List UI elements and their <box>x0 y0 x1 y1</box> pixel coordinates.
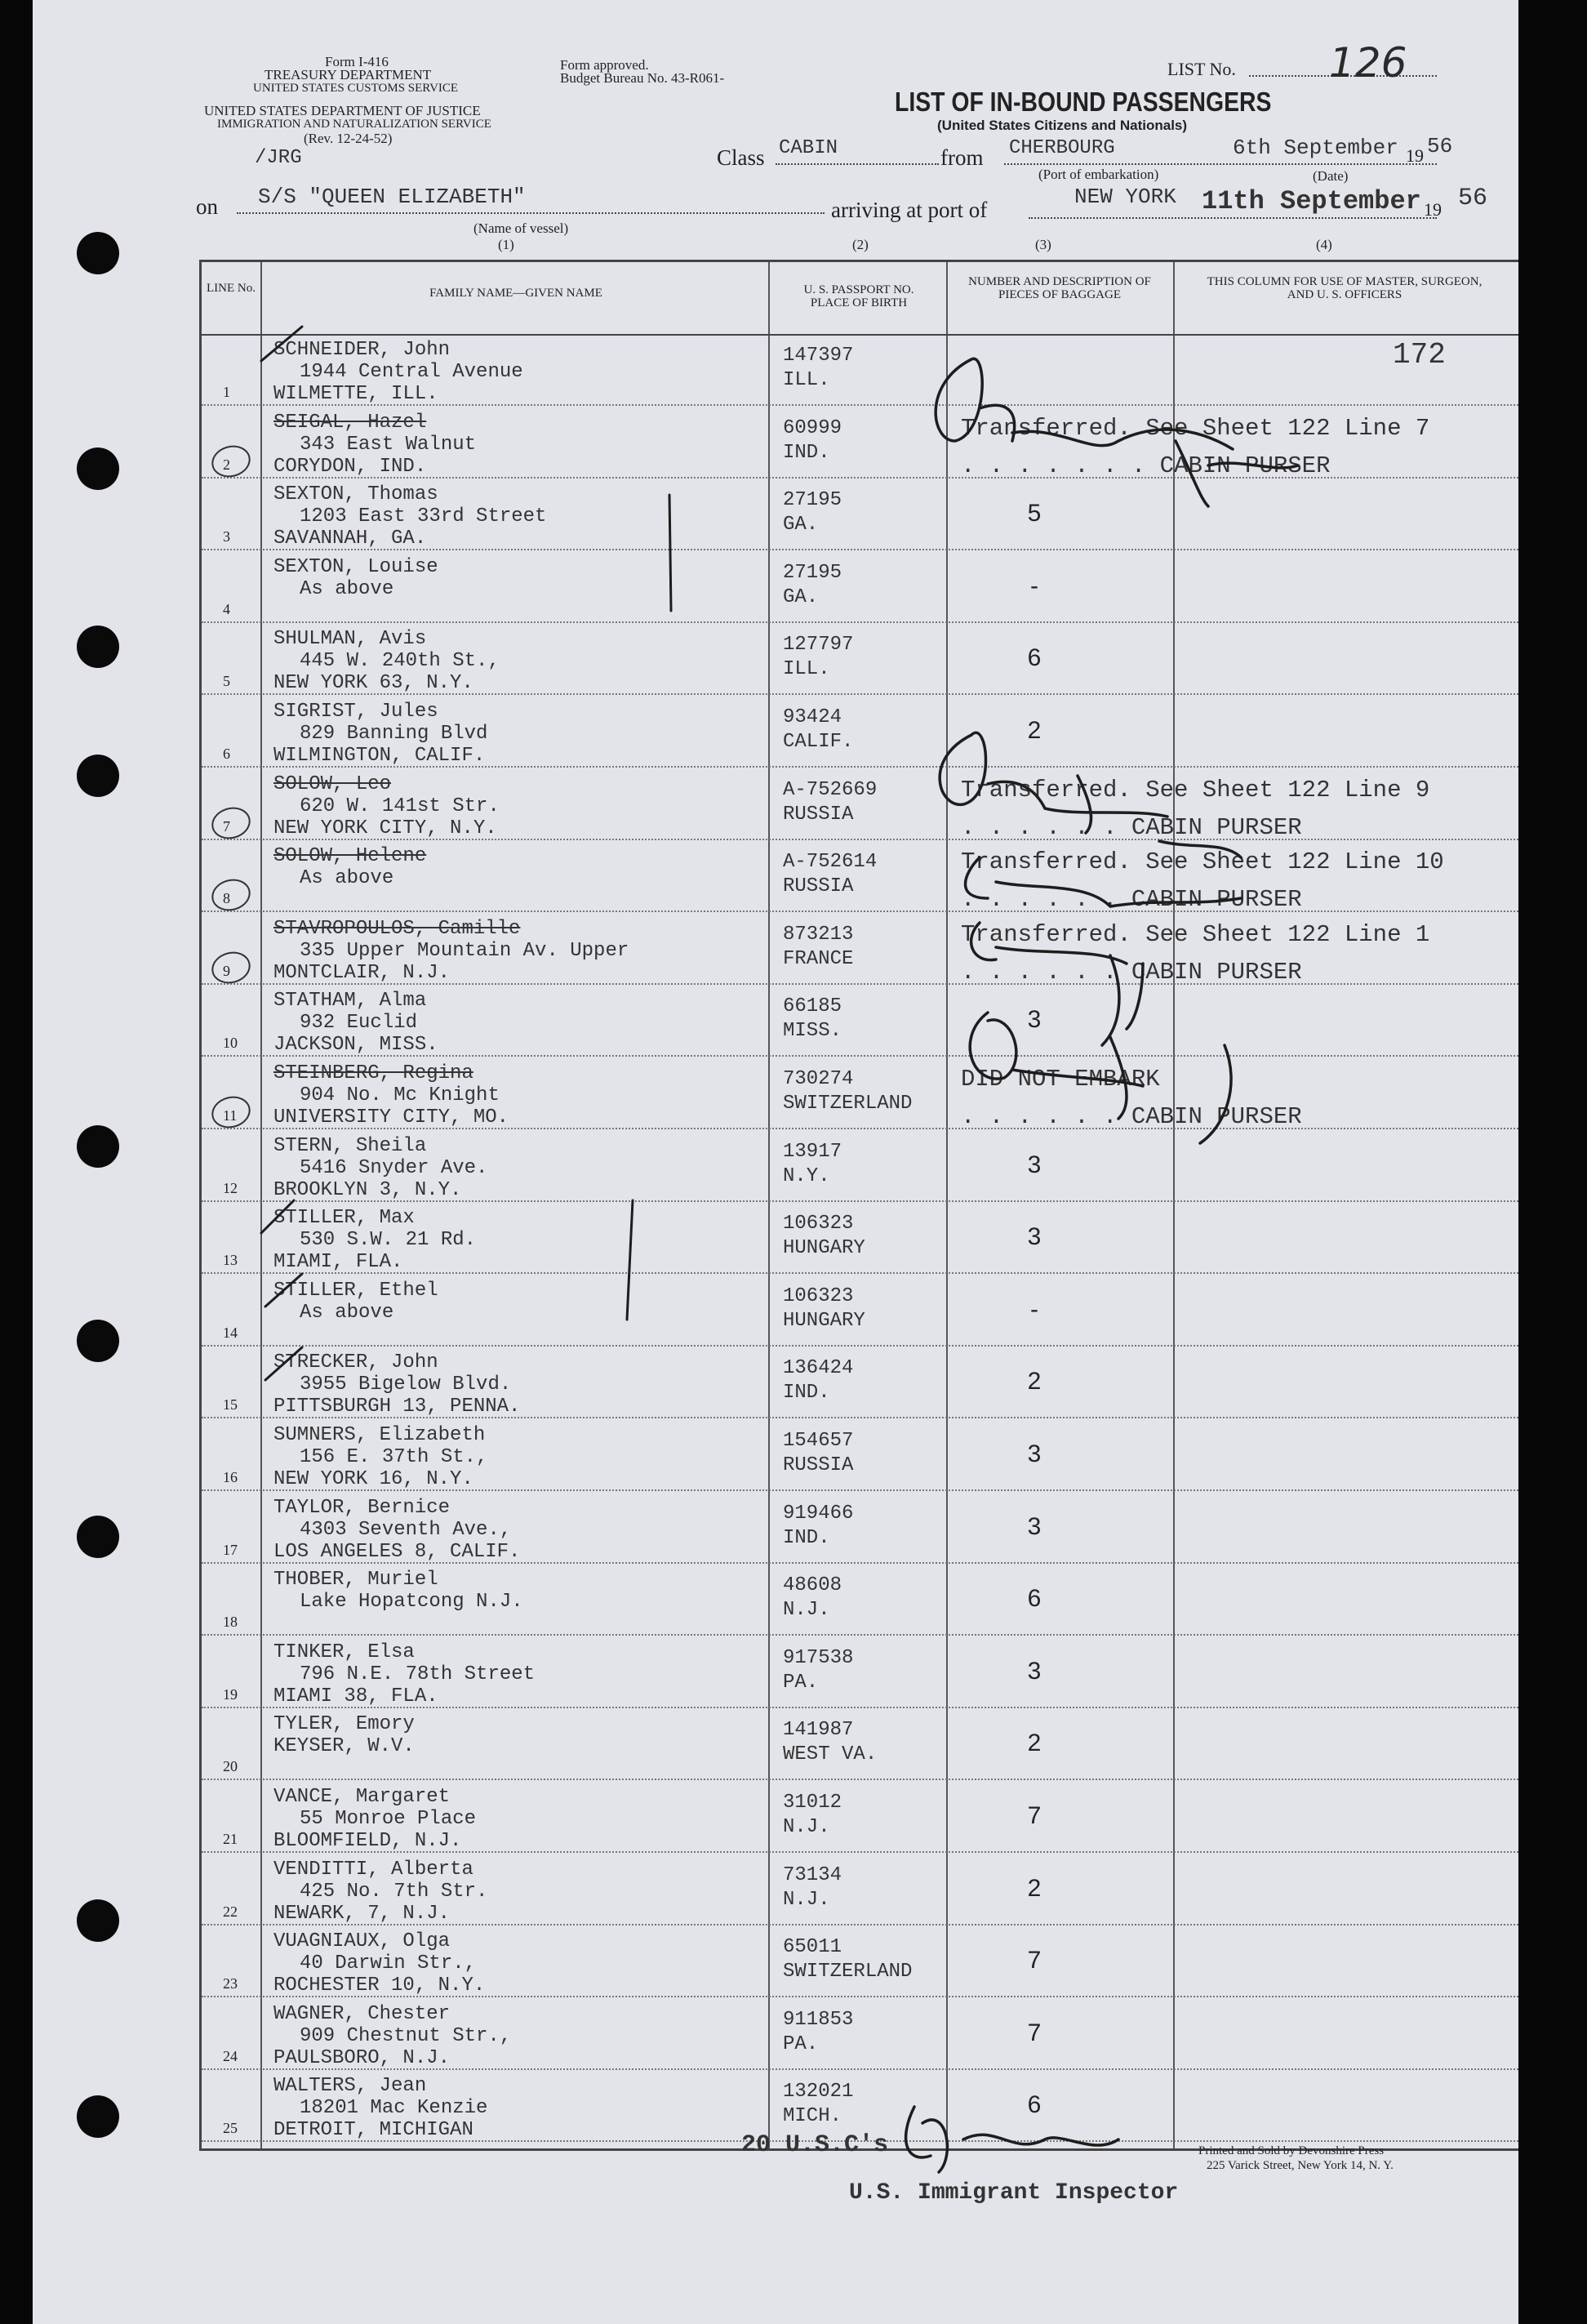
line-number: 12 <box>223 1179 238 1196</box>
line-number: 18 <box>223 1614 238 1631</box>
passenger-name: TYLER, Emory <box>273 1713 415 1736</box>
address-line-1: 425 No. 7th Str. <box>300 1880 488 1903</box>
baggage-count: 3 <box>1027 1512 1042 1540</box>
header-baggage: NUMBER AND DESCRIPTION OF PIECES OF BAGGAGE <box>968 275 1151 301</box>
remark-line-1: DID NOT EMBARK <box>961 1066 1160 1093</box>
address-line-2: ROCHESTER 10, N.Y. <box>273 1975 486 1997</box>
tally-mark <box>627 1200 633 1320</box>
page-stamp-number: 172 <box>1393 338 1446 372</box>
address-line-1: 1203 East 33rd Street <box>300 505 547 528</box>
address-line-2: JACKSON, MISS. <box>273 1034 438 1057</box>
address-line-2: NEWARK, 7, N.J. <box>273 1902 451 1925</box>
line-number: 8 <box>223 890 230 907</box>
passport-number: A-752669 <box>783 778 878 801</box>
address-line-2: SAVANNAH, GA. <box>273 528 427 550</box>
purser-signature <box>966 857 1242 906</box>
address-line-1: 1944 Central Avenue <box>300 361 523 383</box>
line-number: 16 <box>223 1469 238 1485</box>
remark-line-2: . . . . . . CABIN PURSER <box>961 958 1302 986</box>
baggage-count: 7 <box>1027 2019 1042 2046</box>
line-number: 11 <box>223 1107 238 1124</box>
passenger-name: SCHNEIDER, John <box>273 339 451 361</box>
depart-year: 56 <box>1427 134 1453 158</box>
address-line-1: 5416 Snyder Ave. <box>300 1156 488 1179</box>
address-line-1: 343 East Walnut <box>300 433 477 456</box>
place-of-birth: HUNGARY <box>783 1237 865 1260</box>
customs-service: UNITED STATES CUSTOMS SERVICE <box>253 82 459 95</box>
address-line-2: NEW YORK CITY, N.Y. <box>273 817 497 839</box>
baggage-count: 7 <box>1027 1802 1042 1829</box>
vessel-caption: (Name of vessel) <box>473 220 569 236</box>
baggage-count: 6 <box>1027 644 1042 672</box>
passport-number: 919466 <box>783 1502 854 1525</box>
place-of-birth: SWITZERLAND <box>783 1961 913 1983</box>
address-line-1: 904 No. Mc Knight <box>300 1084 500 1106</box>
purser-signature <box>971 923 1143 1045</box>
passport-number: 136424 <box>783 1357 854 1380</box>
justice-department: UNITED STATES DEPARTMENT OF JUSTICE <box>204 103 481 118</box>
date-caption: (Date) <box>1313 168 1349 184</box>
baggage-count: 6 <box>1027 1585 1042 1613</box>
place-of-birth: PA. <box>783 1671 819 1694</box>
port-embark-caption: (Port of embarkation) <box>1038 167 1159 182</box>
form-revision: (Rev. 12-24-52) <box>304 131 393 146</box>
arrival-year-prefix: 19 <box>1424 199 1442 220</box>
purser-signature <box>936 358 1233 506</box>
col-num-2: (2) <box>852 237 869 252</box>
address-line-1: As above <box>300 867 394 890</box>
line-number: 5 <box>223 673 230 690</box>
address-line-1: 909 Chestnut Str., <box>300 2024 512 2047</box>
from-label: from <box>940 145 984 170</box>
passport-number: 132021 <box>783 2081 854 2104</box>
baggage-count: 3 <box>1027 1223 1042 1251</box>
baggage-count: 7 <box>1027 1947 1042 1975</box>
address-line-2: CORYDON, IND. <box>273 455 427 478</box>
passenger-name: TINKER, Elsa <box>273 1641 415 1663</box>
arrival-date: 11th September <box>1202 186 1421 216</box>
passport-number: 147397 <box>783 345 854 367</box>
baggage-count: - <box>1030 1295 1038 1323</box>
passenger-name: STILLER, Max <box>273 1207 415 1230</box>
passport-number: 127797 <box>783 634 854 657</box>
depart-year-prefix: 19 <box>1406 145 1424 166</box>
passenger-manifest-page <box>33 0 1518 2324</box>
place-of-birth: IND. <box>783 1526 830 1549</box>
address-line-1: 335 Upper Mountain Av. Upper <box>300 939 629 962</box>
passenger-name: VANCE, Margaret <box>273 1786 451 1808</box>
line-number: 9 <box>223 962 230 979</box>
address-line-1: 620 W. 141st Str. <box>300 795 500 817</box>
inspector-caption: U.S. Immigrant Inspector <box>849 2180 1179 2206</box>
passport-number: 13917 <box>783 1140 842 1163</box>
address-line-1: 445 W. 240th St., <box>300 650 500 673</box>
remark-line-1: Transferred. See Sheet 122 Line 9 <box>961 776 1430 804</box>
passport-number: 873213 <box>783 923 854 946</box>
place-of-birth: WEST VA. <box>783 1743 878 1766</box>
place-of-birth: RUSSIA <box>783 875 854 898</box>
baggage-count: 2 <box>1027 717 1042 744</box>
address-line-2: MIAMI, FLA. <box>273 1251 403 1274</box>
address-line-2: LOS ANGELES 8, CALIF. <box>273 1540 521 1563</box>
place-of-birth: N.J. <box>783 1816 830 1838</box>
check-mark <box>265 1347 302 1380</box>
address-line-1: 932 Euclid <box>300 1012 418 1035</box>
line-number: 15 <box>223 1396 238 1414</box>
line-number: 3 <box>223 528 230 545</box>
place-of-birth: IND. <box>783 441 830 464</box>
list-number-handwritten: 126 <box>1329 39 1407 87</box>
address-line-2: KEYSER, W.V. <box>273 1735 415 1758</box>
address-line-1: 18201 Mac Kenzie <box>300 2097 488 2120</box>
place-of-birth: RUSSIA <box>783 1454 854 1476</box>
address-line-1: 55 Monroe Place <box>300 1808 477 1830</box>
check-mark <box>265 1274 302 1307</box>
baggage-count: 3 <box>1027 1006 1042 1034</box>
address-line-2: NEW YORK 16, N.Y. <box>273 1468 473 1490</box>
address-line-1: 796 N.E. 78th Street <box>300 1663 536 1685</box>
baggage-count: 2 <box>1027 1730 1042 1757</box>
place-of-birth: RUSSIA <box>783 803 854 826</box>
check-mark <box>261 327 302 361</box>
passport-number: 48608 <box>783 1574 842 1597</box>
header-line-no: LINE No. <box>207 282 256 295</box>
baggage-count: - <box>1030 572 1038 599</box>
form-number: Form I-416 <box>325 54 389 69</box>
treasury-department: TREASURY DEPARTMENT <box>264 67 432 82</box>
line-number: 21 <box>223 1831 238 1847</box>
check-mark <box>261 1200 294 1233</box>
line-number: 2 <box>223 456 230 473</box>
header-name: FAMILY NAME—GIVEN NAME <box>429 287 602 300</box>
remark-line-2: . . . . . . CABIN PURSER <box>961 813 1302 841</box>
passenger-name: SEXTON, Thomas <box>273 483 438 506</box>
line-number: 14 <box>223 1324 238 1341</box>
passenger-name: STERN, Sheila <box>273 1134 427 1157</box>
address-line-2: DETROIT, MICHIGAN <box>273 2119 473 2142</box>
remark-line-1: Transferred. See Sheet 122 Line 10 <box>961 848 1444 876</box>
place-of-birth: N.J. <box>783 1599 830 1622</box>
passenger-name: THOBER, Muriel <box>273 1569 438 1592</box>
remark-line-2: . . . . . . CABIN PURSER <box>961 886 1302 914</box>
address-line-1: 3955 Bigelow Blvd. <box>300 1373 512 1396</box>
remark-line-2: . . . . . . CABIN PURSER <box>961 1103 1302 1130</box>
passport-number: 65011 <box>783 1936 842 1959</box>
passenger-name: SEIGAL, Hazel <box>273 411 427 434</box>
address-line-2: WILMINGTON, CALIF. <box>273 745 486 767</box>
line-number: 1 <box>223 384 230 400</box>
passenger-name: STRECKER, John <box>273 1351 438 1374</box>
baggage-count: 2 <box>1027 1874 1042 1902</box>
passport-number: 730274 <box>783 1068 854 1090</box>
address-line-1: 40 Darwin Str., <box>300 1952 477 1975</box>
citizen-count: 20 U.S.C's <box>741 2131 889 2159</box>
col-num-4: (4) <box>1316 237 1332 252</box>
address-line-2: MONTCLAIR, N.J. <box>273 961 451 984</box>
place-of-birth: PA. <box>783 2032 819 2055</box>
place-of-birth: GA. <box>783 585 819 608</box>
place-of-birth: N.J. <box>783 1888 830 1911</box>
form-approved: Form approved. <box>560 57 649 73</box>
document-title: LIST OF IN-BOUND PASSENGERS <box>895 87 1272 117</box>
header-passport: U. S. PASSPORT NO. PLACE OF BIRTH <box>803 283 914 309</box>
passport-number: 911853 <box>783 2008 854 2031</box>
header-officers: THIS COLUMN FOR USE OF MASTER, SURGEON, AND U. S. OFFICERS <box>1207 275 1483 301</box>
place-of-birth: FRANCE <box>783 947 854 970</box>
tally-mark <box>669 495 671 611</box>
passenger-name: STILLER, Ethel <box>273 1279 438 1302</box>
passenger-name: WAGNER, Chester <box>273 2002 451 2025</box>
printer-line-1: Printed and Sold by Devonshire Press <box>1198 2144 1385 2157</box>
passenger-name: STAVROPOULOS, Camille <box>273 917 521 940</box>
line-number: 13 <box>223 1252 238 1269</box>
col-num-3: (3) <box>1035 237 1051 252</box>
arriving-label: arriving at port of <box>831 198 988 222</box>
line-number: 22 <box>223 1903 238 1920</box>
budget-bureau: Budget Bureau No. 43-R061- <box>560 70 725 86</box>
passenger-name: SUMNERS, Elizabeth <box>273 1424 486 1446</box>
arrival-port: NEW YORK <box>1074 185 1176 209</box>
passport-number: 141987 <box>783 1719 854 1742</box>
vessel-name: S/S "QUEEN ELIZABETH" <box>258 185 526 209</box>
purser-signature <box>940 732 1241 857</box>
handwritten-marks <box>33 0 1518 2324</box>
strike-line <box>1208 463 1298 468</box>
class-value: CABIN <box>779 137 838 159</box>
address-line-1: 829 Banning Blvd <box>300 723 488 745</box>
remark-line-1: Transferred. See Sheet 122 Line 7 <box>961 414 1430 442</box>
depart-date: 6th September <box>1233 136 1398 160</box>
place-of-birth: MISS. <box>783 1020 842 1043</box>
line-number: 19 <box>223 1685 238 1703</box>
address-line-2: BLOOMFIELD, N.J. <box>273 1830 462 1852</box>
passenger-name: SEXTON, Louise <box>273 555 438 578</box>
passport-number: 106323 <box>783 1213 854 1235</box>
passport-number: 73134 <box>783 1863 842 1886</box>
line-number: 10 <box>223 1035 238 1052</box>
address-line-1: As above <box>300 577 394 600</box>
port-embark: CHERBOURG <box>1009 137 1115 159</box>
address-line-2: BROOKLYN 3, N.Y. <box>273 1178 462 1201</box>
place-of-birth: ILL. <box>783 369 830 391</box>
address-line-2: NEW YORK 63, N.Y. <box>273 672 473 695</box>
place-of-birth: MICH. <box>783 2105 842 2128</box>
line-number: 4 <box>223 600 230 617</box>
address-line-2: PAULSBORO, N.J. <box>273 2046 451 2069</box>
baggage-count: 3 <box>1027 1151 1042 1178</box>
passenger-name: STATHAM, Alma <box>273 990 427 1013</box>
passport-number: 154657 <box>783 1430 854 1452</box>
passport-number: 66185 <box>783 995 842 1018</box>
place-of-birth: CALIF. <box>783 731 854 753</box>
line-number: 17 <box>223 1541 238 1558</box>
remark-line-1: Transferred. See Sheet 122 Line 1 <box>961 920 1430 948</box>
purser-signature <box>970 1013 1231 1143</box>
passport-number: 93424 <box>783 706 842 728</box>
baggage-count: 3 <box>1027 1657 1042 1685</box>
address-line-1: Lake Hopatcong N.J. <box>300 1591 523 1614</box>
passenger-name: SOLOW, Helene <box>273 845 427 868</box>
inspector-signature <box>906 2107 1118 2172</box>
address-line-2: UNIVERSITY CITY, MO. <box>273 1106 509 1129</box>
line-number: 6 <box>223 746 230 762</box>
arrival-year: 56 <box>1458 185 1488 212</box>
address-line-2: WILMETTE, ILL. <box>273 383 438 405</box>
place-of-birth: N.Y. <box>783 1164 830 1187</box>
passenger-name: TAYLOR, Bernice <box>273 1496 451 1519</box>
baggage-count: 6 <box>1027 2091 1042 2119</box>
passenger-name: STEINBERG, Regina <box>273 1062 473 1084</box>
remark-line-2: . . . . . . . CABIN PURSER <box>961 452 1331 479</box>
passport-number: 60999 <box>783 416 842 439</box>
baggage-count: 5 <box>1027 500 1042 528</box>
passport-number: 27195 <box>783 561 842 584</box>
document-subtitle: (United States Citizens and Nationals) <box>937 118 1188 133</box>
passport-number: 27195 <box>783 489 842 512</box>
on-label: on <box>196 194 218 219</box>
clerk-initials: /JRG <box>255 147 302 169</box>
passenger-name: SIGRIST, Jules <box>273 701 438 723</box>
line-number: 25 <box>223 2120 238 2137</box>
passenger-name: WALTERS, Jean <box>273 2075 427 2098</box>
baggage-count: 2 <box>1027 1368 1042 1396</box>
passenger-name: SOLOW, Leo <box>273 772 392 795</box>
line-number: 23 <box>223 1975 238 1992</box>
col-num-1: (1) <box>498 237 514 252</box>
line-number: 20 <box>223 1758 238 1775</box>
place-of-birth: HUNGARY <box>783 1309 865 1332</box>
passenger-name: VENDITTI, Alberta <box>273 1858 473 1881</box>
address-line-1: 4303 Seventh Ave., <box>300 1518 512 1541</box>
passport-number: 917538 <box>783 1646 854 1669</box>
place-of-birth: GA. <box>783 514 819 536</box>
address-line-2: PITTSBURGH 13, PENNA. <box>273 1396 521 1418</box>
list-label: LIST No. <box>1167 59 1236 79</box>
address-line-1: 530 S.W. 21 Rd. <box>300 1229 477 1252</box>
passenger-name: SHULMAN, Avis <box>273 628 427 651</box>
passport-number: A-752614 <box>783 851 878 874</box>
ins-service: IMMIGRATION AND NATURALIZATION SERVICE <box>217 118 491 131</box>
line-number: 7 <box>223 817 230 835</box>
passport-number: 106323 <box>783 1284 854 1307</box>
class-label: Class <box>717 145 765 170</box>
line-number: 24 <box>223 2047 238 2064</box>
place-of-birth: IND. <box>783 1382 830 1405</box>
address-line-1: 156 E. 37th St., <box>300 1446 488 1468</box>
place-of-birth: SWITZERLAND <box>783 1093 913 1115</box>
printer-line-2: 225 Varick Street, New York 14, N. Y. <box>1207 2159 1394 2172</box>
passport-number: 31012 <box>783 1792 842 1814</box>
baggage-count: 3 <box>1027 1440 1042 1467</box>
address-line-1: As above <box>300 1301 394 1324</box>
address-line-2: MIAMI 38, FLA. <box>273 1685 438 1707</box>
place-of-birth: ILL. <box>783 658 830 681</box>
passenger-name: VUAGNIAUX, Olga <box>273 1930 451 1953</box>
